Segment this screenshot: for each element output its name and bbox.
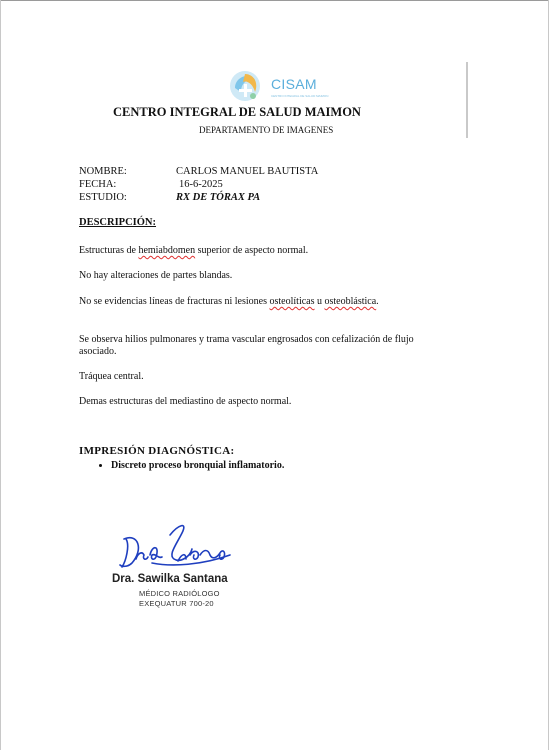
p1-text-a: Estructuras de xyxy=(79,245,139,256)
description-paragraph-2: No hay alteraciones de partes blandas. xyxy=(79,270,233,281)
description-title: DESCRIPCIÓN: xyxy=(79,217,157,228)
logo-subtext: CENTRO INTEGRAL DE SALUD MAIMON xyxy=(271,94,329,98)
description-paragraph-3 xyxy=(79,296,439,308)
margin-rule xyxy=(466,62,468,138)
description-paragraph-4: Se observa hilios pulmonares y trama vascular engrosados con cefalización de flujo asociado. xyxy=(79,334,414,357)
p3-spellcheck-word-2: osteoblástica xyxy=(324,296,377,307)
page-border-left xyxy=(0,0,1,750)
impression-title: IMPRESIÓN DIAGNÓSTICA: xyxy=(79,445,235,457)
description-paragraph-5: Tráquea central. xyxy=(79,371,144,382)
page-border-right xyxy=(548,0,549,750)
study-label: ESTUDIO: xyxy=(79,192,127,203)
p3-text-c: u xyxy=(314,296,325,307)
center-name: CENTRO INTEGRAL DE SALUD MAIMON xyxy=(113,105,361,119)
description-paragraph-1 xyxy=(79,245,439,257)
department-name: DEPARTAMENTO DE IMAGENES xyxy=(199,125,334,135)
p3-spellcheck-word-1: osteolíticas xyxy=(269,296,315,307)
p3-text-e: . xyxy=(376,296,379,307)
signature-exequatur: EXEQUATUR 700-20 xyxy=(139,599,214,608)
signature-role: MÉDICO RADIÓLOGO xyxy=(139,589,220,598)
description-paragraph-6: Demas estructuras del mediastino de aspecto normal. xyxy=(79,396,292,407)
name-value: CARLOS MANUEL BAUTISTA xyxy=(176,166,319,177)
date-label: FECHA: xyxy=(79,179,117,190)
study-value: RX DE TÓRAX PA xyxy=(176,192,261,203)
signature-name: Dra. Sawilka Santana xyxy=(112,573,228,585)
impression-list xyxy=(95,460,284,471)
p1-spellcheck-word: hemiabdomen xyxy=(138,245,196,256)
date-value: 16-6-2025 xyxy=(179,179,223,190)
page-border-top xyxy=(0,0,548,1)
cisam-logo-icon xyxy=(225,66,269,104)
p1-text-c: superior de aspecto normal. xyxy=(195,245,309,256)
cisam-logo xyxy=(225,66,329,104)
logo-wordmark: CISAM xyxy=(271,76,317,92)
name-label: NOMBRE: xyxy=(79,166,127,177)
p3-text-a: No se evidencias líneas de fracturas ni lesiones xyxy=(79,296,270,307)
impression-item: • Discreto proceso bronquial inflamatorio. xyxy=(111,460,284,471)
